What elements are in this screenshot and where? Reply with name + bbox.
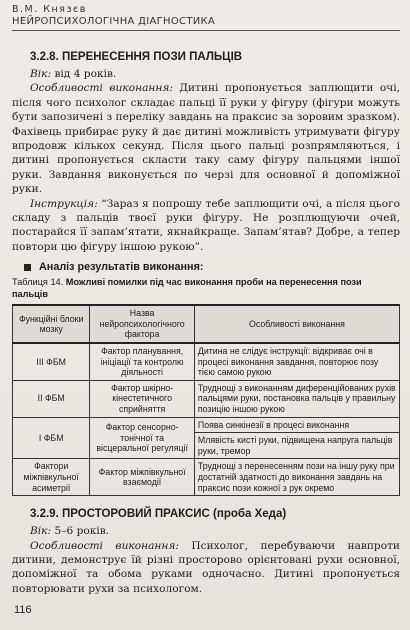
features-paragraph-2 [12,539,400,597]
table-cell-block: II ФБМ [13,380,90,417]
table-row [13,380,400,417]
instruction-paragraph [12,197,400,255]
running-header [12,0,400,31]
age-paragraph-2 [12,524,400,538]
table-caption-number: Таблиця 14. [12,277,64,288]
table-cell-feature: Млявість кисті руки, підвищена напруга пальців руки, тремор [194,433,399,459]
table-row [13,417,400,433]
analysis-heading [24,261,400,273]
table-cell-factor: Фактор міжпівкульної взаємодії [90,459,194,496]
features-label-2: Особливості виконання: [30,539,179,552]
table-caption [12,276,400,300]
table-cell-block: Фактори міжпівкульної асиметрії [13,459,90,496]
table-header-cell: Особливості виконання [194,305,399,343]
table-cell-factor: Фактор шкірно-кінестетичного сприйняття [90,380,194,417]
table-cell-block: III ФБМ [13,343,90,380]
age-label-2: Вік: [30,525,52,538]
table-cell-feature: Труднощі з перенесенням пози на іншу руку при достатній здатності до виконання завдань на праксис пози кожної з рук окремо [194,459,399,496]
table-row [13,343,400,380]
table-cell-factor: Фактор планування, ініціації та контролю діяльності [90,343,194,380]
page-number: 116 [14,604,32,616]
table-cell-block: I ФБМ [13,417,90,459]
header-book-title: НЕЙРОПСИХОЛОГІЧНА ДІАГНОСТИКА [12,16,216,27]
errors-table [12,304,400,496]
section-title-2: 3.2.9. ПРОСТОРОВИЙ ПРАКСИС (проба Хеда) [30,508,287,521]
features-text: Дитині пропонується заплющити очі, після чого психолог складає пальці її руки у фігуру (фігури можуть бути запозичені з переліку завдань на праксис за зоровим зразком). Фахівець прибирає руку й дає дитині можливість утримувати фігуру впродовж кількох секунд. Після цього пальці розпрямляються, і дитині пропонується скласти таку саму фігуру пальцями іншої руки. Завдання виконується по черзі для основної й допоміжної руки. [12,82,400,196]
features-label: Особливості виконання: [30,82,173,95]
table-header-cell: Функційні блоки мозку [13,305,90,343]
age-label: Вік: [30,68,52,80]
table-cell-feature: Поява синкінезії в процесі виконання [194,417,399,433]
table-caption-text: Можливі помилки під час виконання проби на перенесення пози пальців [12,277,362,300]
analysis-heading-text: Аналіз результатів виконання: [39,261,204,274]
age-value: від 4 років. [54,68,117,80]
table-header-row [13,305,400,343]
header-author: В.М. Князєв [12,4,87,15]
table-row [13,459,400,496]
table-cell-factor: Фактор сенсорно-тонічної та вісцеральної регуляції [90,417,194,459]
table-header-cell: Назва нейропсихологічного фактора [90,305,194,343]
table-cell-feature: Труднощі з виконанням диференційованих рухів пальцями руки, постановка пальців у правильну позицію іншою рукою [194,380,399,417]
features-paragraph [12,81,400,196]
square-bullet-icon [24,264,31,271]
age-paragraph [12,67,400,81]
section-title: 3.2.8. ПЕРЕНЕСЕННЯ ПОЗИ ПАЛЬЦІВ [30,51,243,63]
instruction-label: Інструкція: [30,197,98,210]
instruction-text: “Зараз я попрошу тебе заплющити очі, а після цього складу з пальців твоєї руки фігуру. Не розплющуючи очей, постарайся її запам’ятати, якнайкраще. Запам’ятав? Добре, а тепер повтори цю фігуру іншою рукою”. [12,197,400,253]
features-text-2: Психолог, перебуваючи навпроти дитини, демонструє їй різні просторово орієнтовані рухи основної, допоміжної та обома руками одночасно. Дитині пропонується повторювати рухи за психологом. [12,539,400,595]
age-value-2: 5–6 років. [54,525,110,538]
table-cell-feature: Дитина не слідує інструкції: відкриває очі в процесі виконання завдання, повторює позу тією самою рукою [194,343,399,380]
